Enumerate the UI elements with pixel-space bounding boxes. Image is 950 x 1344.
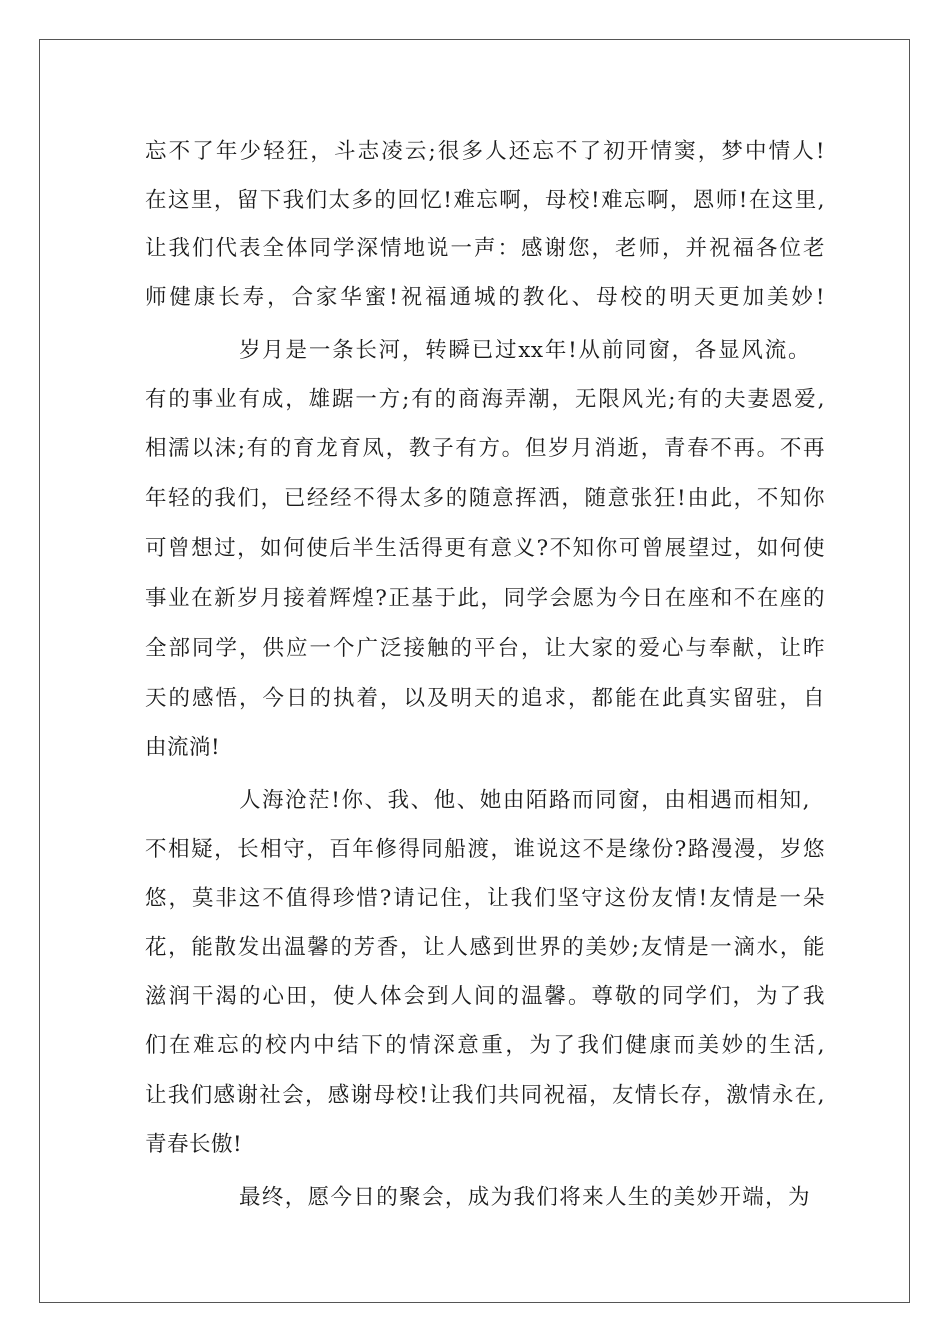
text-line: 师健康长寿，合家华蜜!祝福通城的教化、母校的明天更加美妙! <box>145 285 825 310</box>
text-line: 可曾想过，如何使后半生活得更有意义?不知你可曾展望过，如何使 <box>145 536 825 561</box>
text-line: 忘不了年少轻狂，斗志凌云;很多人还忘不了初开情窦，梦中情人! <box>145 139 825 164</box>
text-line: 年轻的我们，已经经不得太多的随意挥洒，随意张狂!由此，不知你 <box>145 486 825 511</box>
text-line: 让我们感谢社会，感谢母校!让我们共同祝福，友情长存，激情永在, <box>145 1083 825 1108</box>
text-line: 悠，莫非这不值得珍惜?请记住，让我们坚守这份友情!友情是一朵 <box>145 886 825 911</box>
paragraph-start-line: 岁月是一条长河，转瞬已过xx年!从前同窗，各显风流。 <box>239 338 810 363</box>
page-border <box>39 39 910 1303</box>
text-line: 在这里，留下我们太多的回忆!难忘啊，母校!难忘啊，恩师!在这里, <box>145 188 825 213</box>
text-line: 相濡以沫;有的育龙育凤，教子有方。但岁月消逝，青春不再。不再 <box>145 436 825 461</box>
text-line: 有的事业有成，雄踞一方;有的商海弄潮，无限风光;有的夫妻恩爱, <box>145 387 825 412</box>
paragraph-start-line: 最终，愿今日的聚会，成为我们将来人生的美妙开端，为 <box>239 1185 810 1210</box>
text-line: 天的感悟，今日的执着，以及明天的追求，都能在此真实留驻，自 <box>145 686 825 711</box>
text-line: 让我们代表全体同学深情地说一声：感谢您，老师，并祝福各位老 <box>145 236 825 261</box>
text-line: 全部同学，供应一个广泛接触的平台，让大家的爱心与奉献，让昨 <box>145 636 825 661</box>
text-line: 们在难忘的校内中结下的情深意重，为了我们健康而美妙的生活, <box>145 1033 825 1058</box>
text-line: 不相疑，长相守，百年修得同船渡，谁说这不是缘份?路漫漫，岁悠 <box>145 837 825 862</box>
text-line: 青春长傲! <box>145 1132 243 1157</box>
text-line: 滋润干渴的心田，使人体会到人间的温馨。尊敬的同学们，为了我 <box>145 984 825 1009</box>
paragraph-start-line: 人海沧茫!你、我、他、她由陌路而同窗，由相遇而相知, <box>239 788 810 813</box>
text-line: 事业在新岁月接着辉煌?正基于此，同学会愿为今日在座和不在座的 <box>145 586 825 611</box>
text-line: 由流淌! <box>145 735 221 760</box>
text-line: 花，能散发出温馨的芳香，让人感到世界的美妙;友情是一滴水，能 <box>145 935 825 960</box>
